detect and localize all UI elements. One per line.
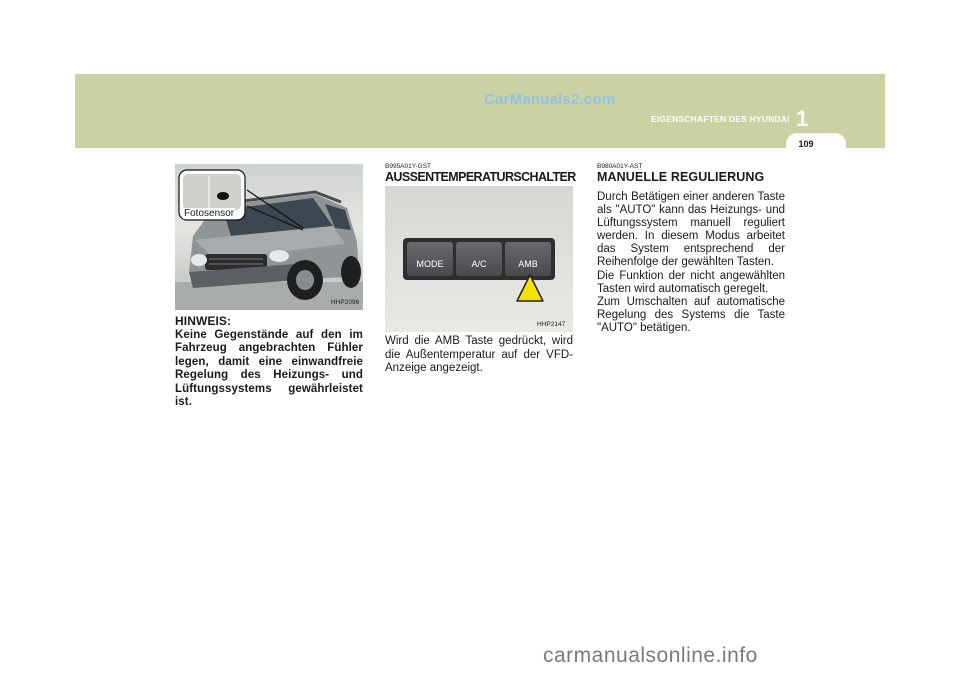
watermark-carmanuals2: CarManuals2.com	[484, 91, 616, 108]
chapter-title: EIGENSCHAFTEN DES HYUNDAI	[651, 114, 790, 124]
arrow-up-icon	[515, 273, 545, 303]
ac-button: A/C	[456, 242, 502, 276]
hinweis-note	[175, 315, 363, 410]
header-band	[75, 74, 885, 148]
chapter-number: 1	[796, 106, 809, 131]
manuelle-paragraph-2: Die Funktion der nicht angewählten Tasten wird automatisch geregelt.	[597, 269, 785, 295]
button-panel-photo	[385, 186, 573, 332]
photo-code: HHP2096	[331, 299, 360, 306]
manuelle-paragraph-1: Durch Betätigen einer anderen Taste als "AUTO" kann das Heizungs- und Lüftungssystem manuell reguliert werden. In diesem Modus arbeitet das System entsprechend der Reihenfolge der gewählten Tasten.	[597, 191, 785, 269]
fotosensor-label: Fotosensor	[184, 208, 235, 219]
ref-code-b995: B995A01Y-GST	[385, 163, 432, 170]
manuelle-description	[597, 191, 785, 335]
manuelle-paragraph-3: Zum Umschalten auf automatische Regelung des Systems die Taste "AUTO" betätigen.	[597, 295, 785, 334]
watermark-carmanualsonline: carmanualsonline.info	[543, 644, 758, 667]
section-title-aussentemperatur: AUSSENTEMPERATURSCHALTER	[385, 170, 576, 184]
ref-code-b980: B980A01Y-AST	[597, 163, 643, 170]
amb-button: AMB	[505, 242, 551, 276]
hinweis-title: HINWEIS:	[175, 314, 232, 328]
section-title-manuelle: MANUELLE REGULIERUNG	[597, 170, 765, 184]
page-number: 109	[798, 139, 814, 149]
photo-code-2: HHP2147	[537, 321, 566, 328]
mode-button: MODE	[407, 242, 453, 276]
vehicle-photo	[175, 164, 363, 310]
amb-description: Wird die AMB Taste gedrückt, wird die Außentemperatur auf der VFD-Anzeige angezeigt.	[385, 335, 573, 374]
vehicle-illustration	[175, 164, 363, 310]
hinweis-text: Keine Gegenstände auf den im Fahrzeug angebrachten Fühler legen, damit eine einwandfreie Regelung des Heizungs- und Lüftungssystems gewährleistet ist.	[175, 328, 363, 408]
